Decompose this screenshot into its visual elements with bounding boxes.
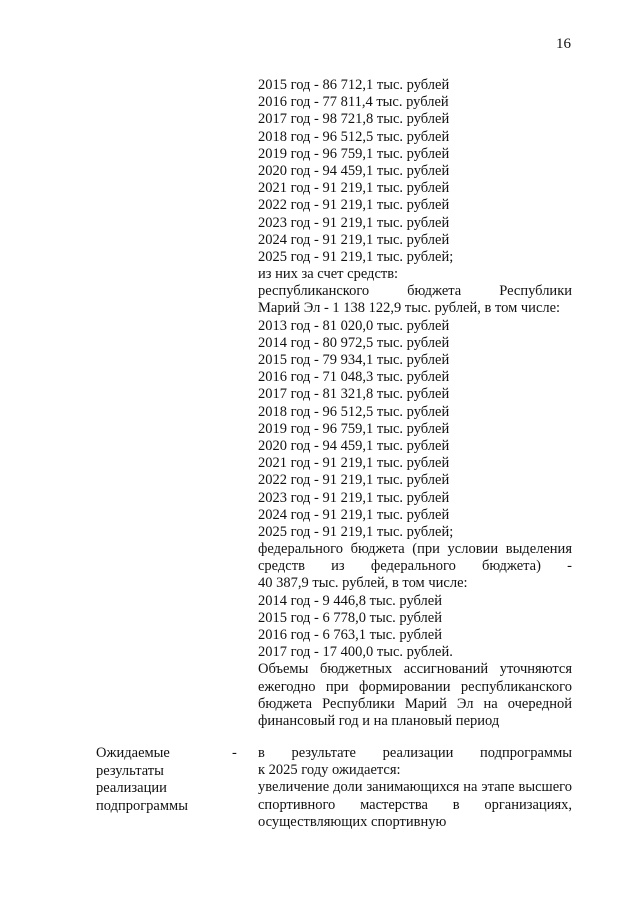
expected-results-year: к 2025 году ожидается: — [258, 762, 401, 779]
expected-results-label: Ожидаемые результаты реализации подпрограммы — [96, 745, 188, 814]
federal-budget-condition: средств из федерального бюджета) - — [258, 558, 572, 575]
republic-budget-total: Марий Эл - 1 138 122,9 тыс. рублей, в том числе: — [258, 300, 561, 317]
funding-year-line: 2015 год - 86 712,1 тыс. рублей — [258, 77, 450, 93]
republic-year-line: 2022 год - 91 219,1 тыс. рублей — [258, 472, 450, 489]
republic-year-line: 2025 год - 91 219,1 тыс. рублей; — [258, 523, 454, 540]
page-number: 16 — [556, 36, 571, 52]
funding-year-line: 2020 год - 94 459,1 тыс. рублей — [258, 162, 450, 179]
republic-budget-heading: республиканского бюджета Республики — [258, 283, 572, 300]
republic-year-line: 2017 год - 81 321,8 тыс. рублей — [258, 386, 450, 403]
funding-year-line: 2016 год - 77 811,4 тыс. рублей — [258, 94, 449, 111]
republic-year-line: 2023 год - 91 219,1 тыс. рублей — [258, 489, 450, 506]
republic-year-line: 2014 год - 80 972,5 тыс. рублей — [258, 334, 450, 351]
funding-year-line: 2025 год - 91 219,1 тыс. рублей; — [258, 248, 454, 265]
expected-results-intro: в результате реализации подпрограммы — [258, 745, 572, 761]
sources-intro: из них за счет средств: — [258, 266, 399, 283]
federal-year-line: 2014 год - 9 446,8 тыс. рублей — [258, 592, 442, 609]
funding-column — [258, 77, 572, 730]
republic-year-line: 2021 год - 91 219,1 тыс. рублей — [258, 455, 450, 472]
label-dash: - — [232, 745, 237, 761]
funding-year-line: 2024 год - 91 219,1 тыс. рублей — [258, 231, 450, 248]
republic-year-line: 2019 год - 96 759,1 тыс. рублей — [258, 420, 450, 437]
funding-year-line: 2019 год - 96 759,1 тыс. рублей — [258, 145, 450, 162]
republic-year-line: 2013 год - 81 020,0 тыс. рублей — [258, 317, 450, 334]
expected-results-column — [258, 745, 572, 831]
funding-year-line: 2022 год - 91 219,1 тыс. рублей — [258, 197, 450, 214]
funding-year-line: 2023 год - 91 219,1 тыс. рублей — [258, 214, 450, 231]
funding-year-line: 2021 год - 91 219,1 тыс. рублей — [258, 180, 450, 197]
funding-year-line: 2018 год - 96 512,5 тыс. рублей — [258, 128, 450, 145]
republic-year-line: 2024 год - 91 219,1 тыс. рублей — [258, 506, 450, 523]
federal-budget-heading: федерального бюджета (при условии выделения — [258, 541, 572, 558]
federal-budget-total: 40 387,9 тыс. рублей, в том числе: — [258, 575, 468, 592]
republic-year-line: 2015 год - 79 934,1 тыс. рублей — [258, 352, 450, 368]
federal-year-line: 2016 год - 6 763,1 тыс. рублей — [258, 627, 442, 643]
federal-year-line: 2017 год - 17 400,0 тыс. рублей. — [258, 644, 453, 661]
republic-year-line: 2020 год - 94 459,1 тыс. рублей — [258, 437, 450, 454]
republic-year-line: 2016 год - 71 048,3 тыс. рублей — [258, 369, 450, 386]
federal-year-line: 2015 год - 6 778,0 тыс. рублей — [258, 609, 442, 626]
allocation-note: Объемы бюджетных ассигнований уточняются ежегодно при формировании республиканского бюджета Республики Марий Эл на очередной финансовый год и на плановый период — [258, 661, 572, 729]
expected-results-text: увеличение доли занимающихся на этапе высшего спортивного мастерства в организациях, осуществляющих спортивную — [258, 779, 572, 830]
funding-year-line: 2017 год - 98 721,8 тыс. рублей — [258, 111, 450, 128]
republic-year-line: 2018 год - 96 512,5 тыс. рублей — [258, 403, 450, 420]
